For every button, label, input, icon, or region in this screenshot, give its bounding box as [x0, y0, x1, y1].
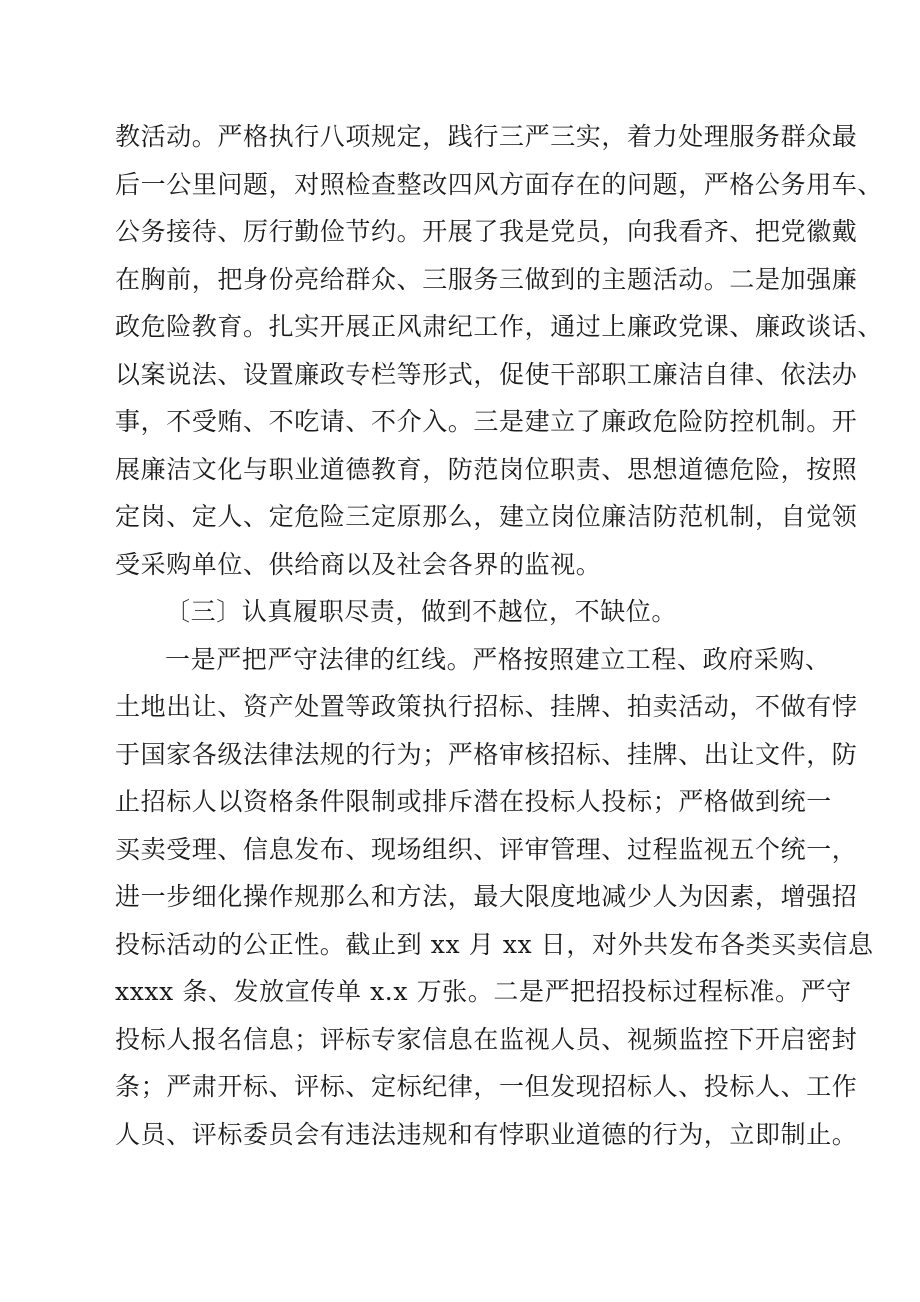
- text-line: xxxx 条、发放宣传单 x.x 万张。二是严把招投标过程标准。严守: [115, 977, 852, 1006]
- text-line: 进一步细化操作规那么和方法，最大限度地减少人为因素，增强招: [115, 882, 858, 911]
- text-line: 后一公里问题，对照检查整改四风方面存在的问题，严格公务用车、: [115, 169, 884, 199]
- text-line: 以案说法、设置廉政专栏等形式，促使干部职工廉洁自律、依法办: [115, 359, 858, 389]
- document-body: [115, 113, 884, 1158]
- paragraph-first-line: 一是严把严守法律的红线。严格按照建立工程、政府采购、: [165, 644, 831, 674]
- text-line: 买卖受理、信息发布、现场组织、评审管理、过程监视五个统一，: [115, 834, 858, 864]
- text-line: 止招标人以资格条件限制或排斥潜在投标人投标；严格做到统一: [115, 787, 832, 816]
- text-line: 在胸前，把身份亮给群众、三服务三做到的主题活动。二是加强廉: [115, 264, 858, 294]
- text-line: 土地出让、资产处置等政策执行招标、挂牌、拍卖活动，不做有悖: [115, 692, 858, 721]
- text-line: 教活动。严格执行八项规定，践行三严三实，着力处理服务群众最: [115, 122, 858, 151]
- text-line: 人员、评标委员会有违法违规和有悖职业道德的行为，立即制止。: [115, 1119, 858, 1149]
- text-line: 定岗、定人、定危险三定原那么，建立岗位廉洁防范机制，自觉领: [115, 502, 858, 531]
- text-line: 条；严肃开标、评标、定标纪律，一但发现招标人、投标人、工作: [115, 1072, 858, 1101]
- text-line: 展廉洁文化与职业道德教育，防范岗位职责、思想道德危险，按照: [115, 454, 858, 484]
- text-line: 投标活动的公正性。截止到 xx 月 xx 日，对外共发布各类买卖信息: [115, 929, 874, 959]
- text-line: 事，不受贿、不吃请、不介入。三是建立了廉政危险防控机制。开: [115, 407, 858, 436]
- text-line: 政危险教育。扎实开展正风肃纪工作，通过上廉政党课、廉政谈话、: [115, 312, 884, 341]
- section-heading: 〔三〕认真履职尽责，做到不越位，不缺位。: [165, 597, 678, 626]
- text-line: 投标人报名信息；评标专家信息在监视人员、视频监控下开启密封: [115, 1024, 858, 1054]
- text-line: 受采购单位、供给商以及社会各界的监视。: [115, 549, 602, 579]
- text-line: 于国家各级法律法规的行为；严格审核招标、挂牌、出让文件，防: [115, 739, 858, 769]
- text-line: 公务接待、厉行勤俭节约。开展了我是党员，向我看齐、把党徽戴: [115, 217, 858, 246]
